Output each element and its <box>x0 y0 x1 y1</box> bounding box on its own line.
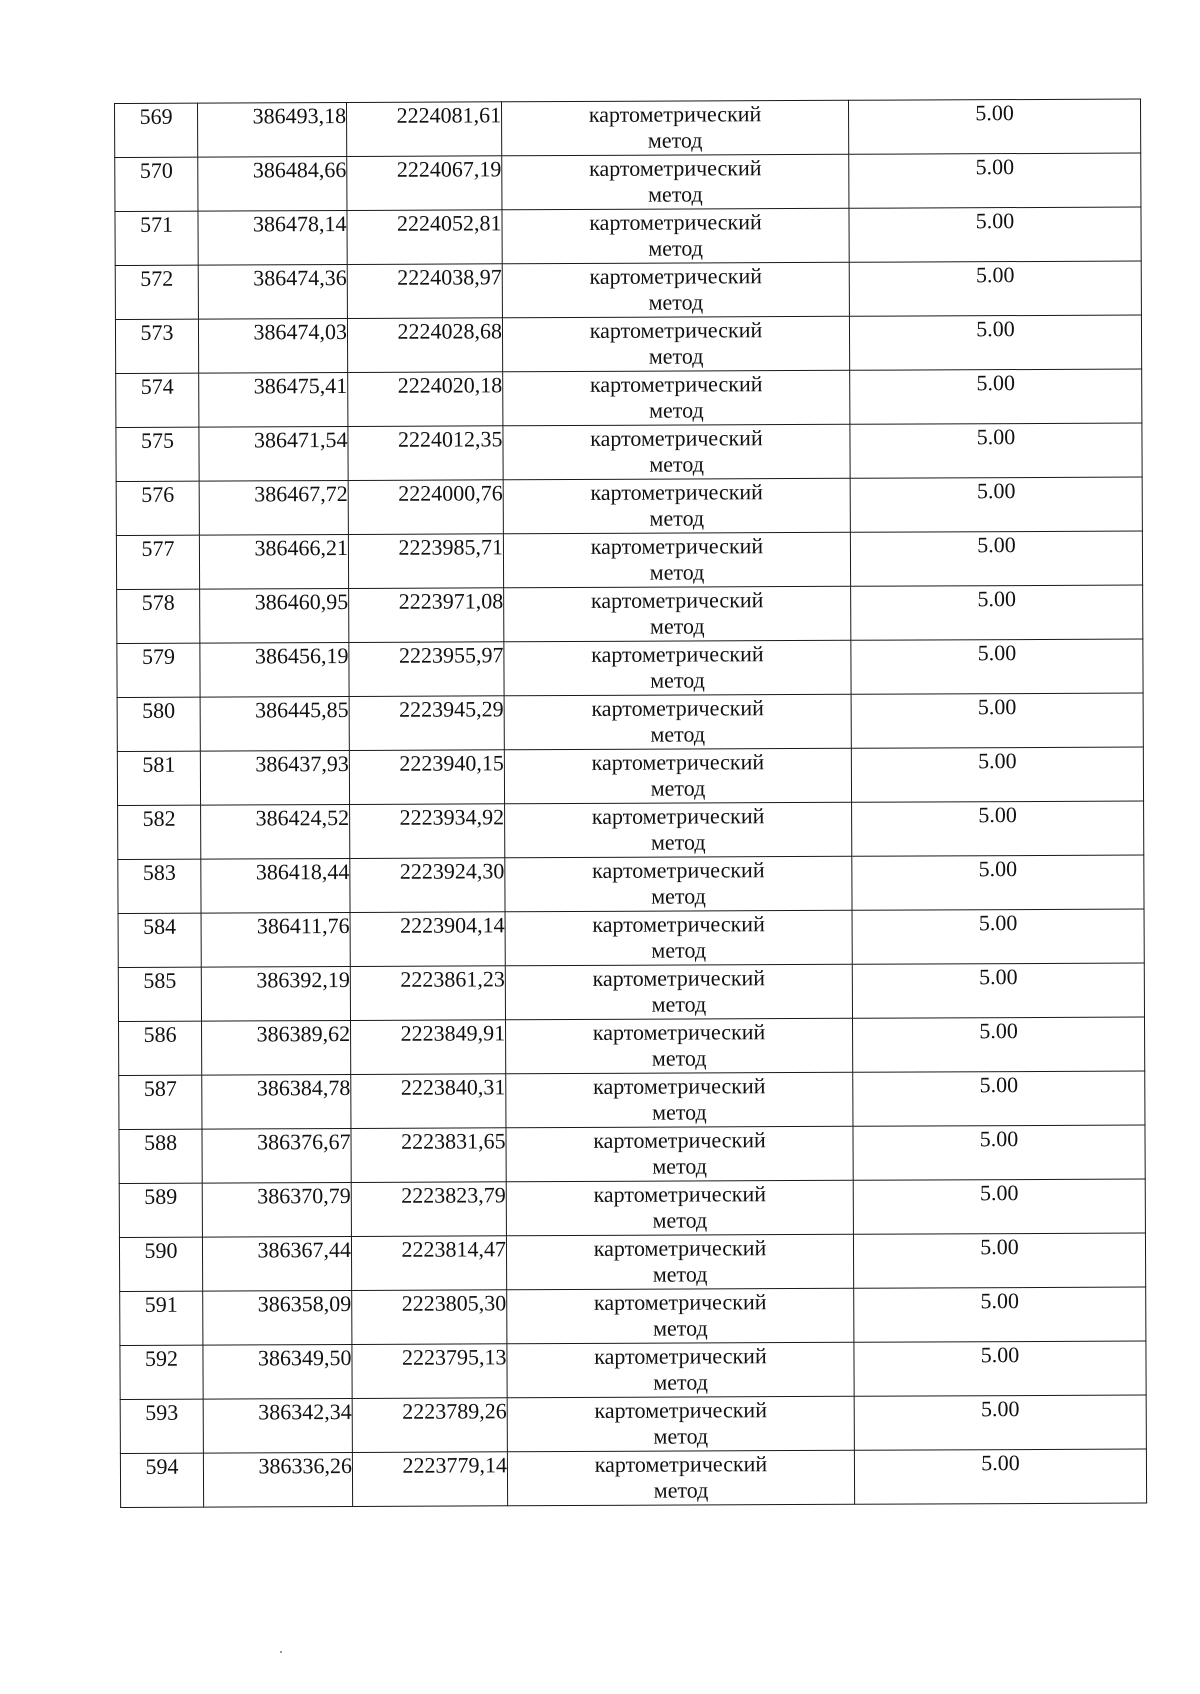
method-line-1: картометрический <box>590 479 763 505</box>
point-number-cell: 585 <box>118 967 201 1021</box>
table-row <box>117 747 1143 805</box>
method-line-2: метод <box>649 559 705 585</box>
method-line-1: картометрический <box>593 1073 766 1099</box>
precision-cell: 5.00 <box>850 531 1142 586</box>
x-coordinate-cell: 386392,19 <box>201 966 350 1021</box>
method-line-1: картометрический <box>590 587 764 613</box>
point-number-cell: 593 <box>120 1399 203 1453</box>
point-number-cell: 589 <box>119 1183 202 1237</box>
precision-cell: 5.00 <box>851 585 1143 640</box>
method-cell <box>507 1288 854 1344</box>
table-row <box>116 477 1142 535</box>
coordinates-table <box>114 99 1147 1508</box>
method-line-1: картометрический <box>588 101 762 127</box>
method-cell <box>507 1396 854 1452</box>
table-row <box>120 1449 1146 1507</box>
y-coordinate-cell: 2224067,19 <box>347 156 502 211</box>
method-line-2: метод <box>653 1423 709 1449</box>
x-coordinate-cell: 386460,95 <box>200 588 349 643</box>
method-cell <box>507 1450 854 1506</box>
precision-cell: 5.00 <box>851 747 1143 802</box>
table-row <box>116 423 1142 481</box>
method-cell <box>503 478 850 534</box>
table-row <box>118 855 1144 913</box>
table-row <box>119 1017 1145 1075</box>
precision-cell: 5.00 <box>852 855 1144 910</box>
table-row <box>115 207 1141 265</box>
x-coordinate-cell: 386336,26 <box>203 1452 352 1507</box>
method-line-2: метод <box>652 1207 708 1233</box>
method-cell <box>505 802 852 858</box>
method-cell <box>501 100 848 156</box>
method-cell <box>502 154 849 210</box>
method-line-2: метод <box>650 667 705 693</box>
method-line-1: картометрический <box>593 1235 767 1261</box>
method-line-1: картометрический <box>591 803 765 829</box>
point-number-cell: 592 <box>120 1345 203 1399</box>
table-row <box>120 1287 1146 1345</box>
method-line-2: метод <box>651 937 707 963</box>
point-number-cell: 581 <box>117 751 200 805</box>
method-line-1: картометрический <box>589 155 762 181</box>
method-cell <box>504 694 851 750</box>
method-cell <box>503 532 850 588</box>
method-cell <box>505 910 852 966</box>
method-cell <box>502 316 849 372</box>
table-row <box>118 909 1144 967</box>
precision-cell: 5.00 <box>853 1233 1145 1288</box>
method-line-2: метод <box>651 883 706 909</box>
y-coordinate-cell: 2223945,29 <box>349 696 504 751</box>
method-line-1: картометрический <box>589 371 763 397</box>
method-line-2: метод <box>652 1153 707 1179</box>
precision-cell: 5.00 <box>854 1449 1146 1504</box>
method-line-2: метод <box>652 1261 708 1287</box>
method-cell <box>506 1180 853 1236</box>
y-coordinate-cell: 2224012,35 <box>348 426 503 481</box>
method-cell <box>502 208 849 264</box>
precision-cell: 5.00 <box>851 693 1143 748</box>
point-number-cell: 570 <box>115 157 198 211</box>
method-line-2: метод <box>648 397 704 423</box>
method-line-1: картометрический <box>591 749 765 775</box>
method-line-1: картометрический <box>589 317 763 343</box>
method-line-1: картометрический <box>592 857 765 883</box>
y-coordinate-cell: 2223831,65 <box>351 1128 506 1183</box>
x-coordinate-cell: 386466,21 <box>199 534 348 589</box>
method-line-2: метод <box>651 1045 707 1071</box>
precision-cell: 5.00 <box>854 1341 1146 1396</box>
point-number-cell: 590 <box>119 1237 202 1291</box>
method-line-2: метод <box>652 1099 707 1125</box>
method-line-1: картометрический <box>590 533 764 559</box>
point-number-cell: 576 <box>116 481 199 535</box>
method-cell <box>505 856 852 912</box>
point-number-cell: 594 <box>120 1453 203 1507</box>
precision-cell: 5.00 <box>853 1125 1145 1180</box>
point-number-cell: 584 <box>118 913 201 967</box>
point-number-cell: 587 <box>119 1075 202 1129</box>
precision-cell: 5.00 <box>853 1017 1145 1072</box>
precision-cell: 5.00 <box>848 99 1140 154</box>
y-coordinate-cell: 2223940,15 <box>349 750 504 805</box>
table-row <box>117 585 1143 643</box>
point-number-cell: 580 <box>117 697 200 751</box>
method-line-2: метод <box>649 613 705 639</box>
method-line-2: метод <box>647 127 703 153</box>
y-coordinate-cell: 2224020,18 <box>348 372 503 427</box>
method-line-1: картометрический <box>590 425 763 451</box>
method-line-1: картометрический <box>592 965 766 991</box>
y-coordinate-cell: 2223904,14 <box>350 912 505 967</box>
y-coordinate-cell: 2223805,30 <box>352 1290 507 1345</box>
x-coordinate-cell: 386471,54 <box>199 426 348 481</box>
y-coordinate-cell: 2224028,68 <box>347 318 502 373</box>
x-coordinate-cell: 386424,52 <box>201 804 350 859</box>
y-coordinate-cell: 2223840,31 <box>351 1074 506 1129</box>
precision-cell: 5.00 <box>850 423 1142 478</box>
table-row <box>119 1071 1145 1129</box>
method-line-2: метод <box>653 1369 708 1395</box>
precision-cell: 5.00 <box>852 909 1144 964</box>
precision-cell: 5.00 <box>849 315 1141 370</box>
x-coordinate-cell: 386389,62 <box>202 1020 351 1075</box>
method-line-2: метод <box>650 775 706 801</box>
method-line-2: метод <box>648 289 704 315</box>
precision-cell: 5.00 <box>850 477 1142 532</box>
method-cell <box>503 424 850 480</box>
method-line-2: метод <box>648 235 703 261</box>
x-coordinate-cell: 386367,44 <box>202 1236 351 1291</box>
method-cell <box>506 1234 853 1290</box>
y-coordinate-cell: 2224081,61 <box>346 102 501 157</box>
point-number-cell: 575 <box>116 427 199 481</box>
method-cell <box>504 586 851 642</box>
method-cell <box>507 1342 854 1398</box>
table-row <box>115 153 1141 211</box>
method-cell <box>502 262 849 318</box>
y-coordinate-cell: 2223861,23 <box>350 966 505 1021</box>
y-coordinate-cell: 2223795,13 <box>352 1344 507 1399</box>
x-coordinate-cell: 386376,67 <box>202 1128 351 1183</box>
precision-cell: 5.00 <box>851 639 1143 694</box>
point-number-cell: 578 <box>117 589 200 643</box>
y-coordinate-cell: 2224052,81 <box>347 210 502 265</box>
precision-cell: 5.00 <box>853 1179 1145 1234</box>
y-coordinate-cell: 2223985,71 <box>348 534 503 589</box>
point-number-cell: 572 <box>115 265 198 319</box>
method-cell <box>505 964 852 1020</box>
table-row <box>120 1341 1146 1399</box>
x-coordinate-cell: 386478,14 <box>198 210 347 265</box>
method-cell <box>503 370 850 426</box>
method-line-1: картометрический <box>589 209 762 235</box>
precision-cell: 5.00 <box>853 1071 1145 1126</box>
precision-cell: 5.00 <box>854 1287 1146 1342</box>
x-coordinate-cell: 386384,78 <box>202 1074 351 1129</box>
method-line-1: картометрический <box>592 1019 766 1045</box>
y-coordinate-cell: 2223849,91 <box>351 1020 506 1075</box>
table-row <box>116 369 1142 427</box>
coordinates-table-body <box>115 99 1147 1507</box>
point-number-cell: 591 <box>120 1291 203 1345</box>
x-coordinate-cell: 386349,50 <box>203 1344 352 1399</box>
method-cell <box>504 640 851 696</box>
method-line-1: картометрический <box>589 263 763 289</box>
x-coordinate-cell: 386411,76 <box>201 912 350 967</box>
x-coordinate-cell: 386474,03 <box>198 318 347 373</box>
x-coordinate-cell: 386474,36 <box>198 264 347 319</box>
x-coordinate-cell: 386418,44 <box>201 858 350 913</box>
table-row <box>119 1233 1145 1291</box>
point-number-cell: 588 <box>119 1129 202 1183</box>
scan-speck <box>280 1651 282 1653</box>
point-number-cell: 586 <box>119 1021 202 1075</box>
point-number-cell: 582 <box>118 805 201 859</box>
point-number-cell: 574 <box>116 373 199 427</box>
method-line-2: метод <box>648 181 703 207</box>
method-line-2: метод <box>652 1315 708 1341</box>
method-line-2: метод <box>650 721 706 747</box>
method-line-1: картометрический <box>594 1397 767 1423</box>
method-line-1: картометрический <box>593 1181 767 1207</box>
y-coordinate-cell: 2223955,97 <box>349 642 504 697</box>
x-coordinate-cell: 386358,09 <box>203 1290 352 1345</box>
method-line-1: картометрический <box>594 1343 767 1369</box>
precision-cell: 5.00 <box>852 963 1144 1018</box>
method-cell <box>506 1018 853 1074</box>
precision-cell: 5.00 <box>849 261 1141 316</box>
x-coordinate-cell: 386484,66 <box>198 156 347 211</box>
method-cell <box>504 748 851 804</box>
y-coordinate-cell: 2223934,92 <box>350 804 505 859</box>
method-line-2: метод <box>650 829 706 855</box>
x-coordinate-cell: 386475,41 <box>199 372 348 427</box>
method-line-2: метод <box>648 343 704 369</box>
precision-cell: 5.00 <box>850 369 1142 424</box>
method-line-1: картометрический <box>592 911 765 937</box>
x-coordinate-cell: 386456,19 <box>200 642 349 697</box>
y-coordinate-cell: 2223971,08 <box>349 588 504 643</box>
y-coordinate-cell: 2223789,26 <box>352 1398 507 1453</box>
point-number-cell: 569 <box>115 103 198 157</box>
table-row <box>115 315 1141 373</box>
table-row <box>119 1179 1145 1237</box>
y-coordinate-cell: 2223924,30 <box>350 858 505 913</box>
table-row <box>116 531 1142 589</box>
x-coordinate-cell: 386445,85 <box>200 696 349 751</box>
method-line-1: картометрический <box>593 1127 766 1153</box>
point-number-cell: 577 <box>116 535 199 589</box>
y-coordinate-cell: 2223779,14 <box>352 1452 507 1507</box>
x-coordinate-cell: 386342,34 <box>203 1398 352 1453</box>
method-cell <box>506 1126 853 1182</box>
point-number-cell: 583 <box>118 859 201 913</box>
method-line-2: метод <box>649 505 705 531</box>
table-row <box>118 963 1144 1021</box>
table-row <box>119 1125 1145 1183</box>
method-line-1: картометрический <box>594 1451 768 1477</box>
point-number-cell: 573 <box>115 319 198 373</box>
y-coordinate-cell: 2224038,97 <box>347 264 502 319</box>
table-row <box>117 693 1143 751</box>
precision-cell: 5.00 <box>852 801 1144 856</box>
point-number-cell: 571 <box>115 211 198 265</box>
method-line-1: картометрический <box>591 641 764 667</box>
method-line-1: картометрический <box>593 1289 767 1315</box>
precision-cell: 5.00 <box>849 207 1141 262</box>
table-row <box>118 801 1144 859</box>
method-cell <box>506 1072 853 1128</box>
x-coordinate-cell: 386467,72 <box>199 480 348 535</box>
y-coordinate-cell: 2223814,47 <box>351 1236 506 1291</box>
method-line-1: картометрический <box>591 695 764 721</box>
precision-cell: 5.00 <box>854 1395 1146 1450</box>
table-row <box>115 99 1141 157</box>
x-coordinate-cell: 386493,18 <box>198 102 347 157</box>
point-number-cell: 579 <box>117 643 200 697</box>
method-line-2: метод <box>651 991 707 1017</box>
table-row <box>115 261 1141 319</box>
method-line-2: метод <box>653 1477 709 1503</box>
y-coordinate-cell: 2224000,76 <box>348 480 503 535</box>
precision-cell: 5.00 <box>849 153 1141 208</box>
y-coordinate-cell: 2223823,79 <box>351 1182 506 1237</box>
x-coordinate-cell: 386370,79 <box>202 1182 351 1237</box>
table-row <box>117 639 1143 697</box>
method-line-2: метод <box>649 451 704 477</box>
table-row <box>120 1395 1146 1453</box>
x-coordinate-cell: 386437,93 <box>200 750 349 805</box>
